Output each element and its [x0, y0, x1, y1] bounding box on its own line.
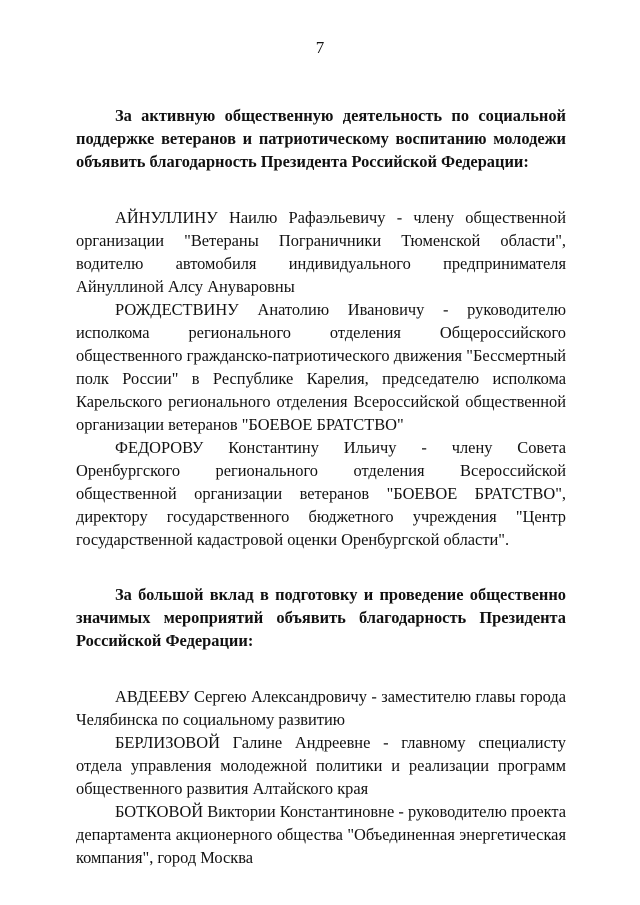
section-2-entry-1: АВДЕЕВУ Сергею Александровичу - заместителю главы города Челябинска по социальному развитию [76, 687, 566, 729]
section-1-entry-3: ФЕДОРОВУ Константину Ильичу - члену Совета Оренбургского регионального отделения Всероссийской общественной организации ветеранов "БОЕВОЕ БРАТСТВО", директору государственного бюджетного учреждения "Центр государственной кадастровой оценки Оренбургской области". [76, 438, 566, 549]
page-number: 7 [315, 38, 325, 57]
document-body [76, 104, 566, 869]
section-1-heading: За активную общественную деятельность по социальной поддержке ветеранов и патриотическому воспитанию молодежи объявить благодарность Президента Российской Федерации: [76, 106, 566, 171]
section-2-entry-3: БОТКОВОЙ Виктории Константиновне - руководителю проекта департамента акционерного общества "Объединенная энергетическая компания", город Москва [76, 802, 566, 867]
section-1-entry-1: АЙНУЛЛИНУ Наилю Рафаэльевичу - члену общественной организации "Ветераны Пограничники Тюменской области", водителю автомобиля индивидуального предпринимателя Айнуллиной Алсу Ануваровны [76, 208, 566, 296]
section-2-entry-2: БЕРЛИЗОВОЙ Галине Андреевне - главному специалисту отдела управления молодежной политики и реализации программ общественного развития Алтайского края [76, 733, 566, 798]
section-2-heading: За большой вклад в подготовку и проведение общественно значимых мероприятий объявить благодарность Президента Российской Федерации: [76, 585, 566, 650]
section-1-entry-2: РОЖДЕСТВИНУ Анатолию Ивановичу - руководителю исполкома регионального отделения Общероссийского общественного гражданско-патриотического движения "Бессмертный полк России" в Республике Карелия, председателю исполкома Карельского регионального отделения Всероссийской общественной организации ветеранов "БОЕВОЕ БРАТСТВО" [76, 300, 566, 434]
